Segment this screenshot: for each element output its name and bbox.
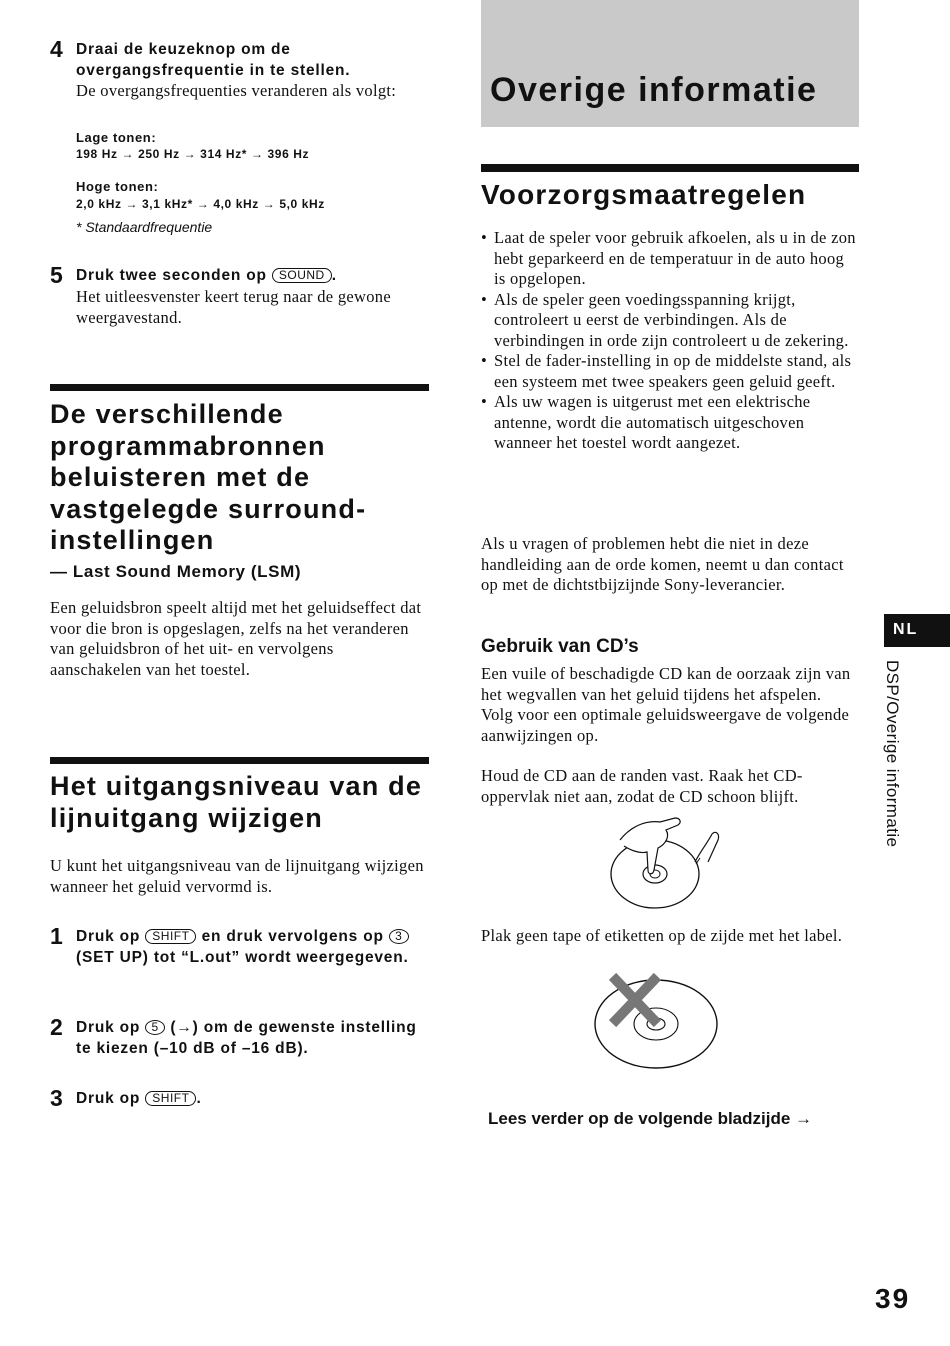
step-body: De overgangsfrequenties veranderen als volgt: (76, 81, 397, 100)
step-title (76, 927, 421, 968)
step-number: 2 (50, 1014, 63, 1040)
cd-body-2: Houd de CD aan de randen vast. Raak het CD-oppervlak niet aan, zodat de CD schoon blijft. (481, 766, 803, 806)
section-side-label: DSP/Overige informatie (883, 660, 902, 848)
step-body: Het uitleesvenster keert terug naar de gewone weergavestand. (76, 287, 391, 327)
key-3: 3 (389, 929, 409, 944)
list-item: • Stel de fader-instelling in op de middelste stand, als een systeem met twee speakers geen geluid geeft. (481, 351, 859, 392)
step-title-text: Druk op (76, 1090, 141, 1107)
step-title (76, 1018, 421, 1059)
section-subheading: — Last Sound Memory (LSM) (50, 562, 302, 581)
section-rule (50, 757, 429, 764)
cd-no-label-illustration (590, 972, 720, 1072)
step-number: 5 (50, 262, 63, 288)
list-item: • Laat de speler voor gebruik afkoelen, als u in de zon hebt geparkeerd en de temperatuur in de auto hoog is opgelopen. (481, 228, 859, 290)
step-title (76, 266, 416, 287)
section-rule (481, 164, 859, 172)
footnote: * Standaardfrequentie (76, 219, 213, 235)
continue-next-page: Lees verder op de volgende bladzijde → (488, 1109, 813, 1128)
step-title: Draai de keuzeknop om de overgangsfrequentie in te stellen. (76, 41, 351, 79)
step-number: 1 (50, 923, 63, 949)
chapter-title: Overige informatie (490, 71, 818, 109)
step-title (76, 1089, 421, 1110)
shift-key: SHIFT (145, 1091, 196, 1106)
lsm-body: Een geluidsbron speelt altijd met het geluidseffect dat voor die bron is opgeslagen, zelfs na het veranderen van geluidsbron of het uit- en vervolgens aanschakelen van het toestel. (50, 598, 422, 679)
section-heading-precautions: Voorzorgsmaatregelen (481, 179, 807, 210)
key-5: 5 (145, 1020, 165, 1035)
chapter-banner (481, 0, 859, 127)
list-item: • Als uw wagen is uitgerust met een elektrische antenne, wordt die automatisch uitgeschoven wanneer het toestel wordt aangezet. (481, 392, 859, 454)
section-heading-lineout: Het uitgangsniveau van de lijnuitgang wijzigen (50, 771, 423, 833)
shift-key: SHIFT (145, 929, 196, 944)
precautions-list (481, 228, 859, 454)
low-tones-values: 198 Hz → 250 Hz → 314 Hz* → 396 Hz (76, 147, 310, 161)
cd-body-3: Plak geen tape of etiketten op de zijde met het label. (481, 926, 843, 945)
high-tones-label: Hoge tonen: (76, 179, 159, 194)
list-item: • Als de speler geen voedingsspanning krijgt, controleert u eerst de verbindingen. Als de verbindingen in orde zijn controleert u de zekering. (481, 290, 859, 352)
sound-key: SOUND (272, 268, 332, 283)
step-title-text: en druk vervolgens op (201, 928, 384, 945)
section-rule (50, 384, 429, 391)
subheading-cds: Gebruik van CD’s (481, 636, 639, 657)
step-title-text: Druk op (76, 1019, 141, 1036)
page-number: 39 (875, 1283, 911, 1314)
language-tab-label: NL (893, 621, 919, 638)
step-title-end: . (331, 267, 337, 284)
high-tones-values: 2,0 kHz → 3,1 kHz* → 4,0 kHz → 5,0 kHz (76, 197, 325, 211)
cd-handling-illustration (600, 812, 730, 912)
language-tab (884, 614, 950, 647)
lineout-body: U kunt het uitgangsniveau van de lijnuitgang wijzigen wanneer het geluid vervormd is. (50, 856, 424, 896)
step-number: 3 (50, 1085, 63, 1111)
step-title-text: (→) om de gewenste instelling te kiezen (–10 dB of –16 dB). (76, 1019, 417, 1057)
step-title-text: Druk op (76, 928, 141, 945)
step-title-text: Druk twee seconden op (76, 267, 267, 284)
step-number: 4 (50, 36, 63, 62)
step-title-text: (SET UP) tot “L.out” wordt weergegeven. (76, 948, 409, 966)
step-title-end: . (196, 1090, 202, 1107)
low-tones-label: Lage tonen: (76, 130, 157, 145)
contact-text: Als u vragen of problemen hebt die niet in deze handleiding aan de orde komen, neemt u dan contact op met de dichtstbijzijnde Sony-leverancier. (481, 534, 844, 594)
cd-body-1: Een vuile of beschadigde CD kan de oorzaak zijn van het wegvallen van het geluid tijdens het afspelen. Volg voor een optimale geluidsweergave de volgende aanwijzingen op. (481, 664, 851, 745)
section-heading-lsm: De verschillende programmabronnen beluisteren met de vastgelegde surround-instellingen (50, 399, 367, 555)
